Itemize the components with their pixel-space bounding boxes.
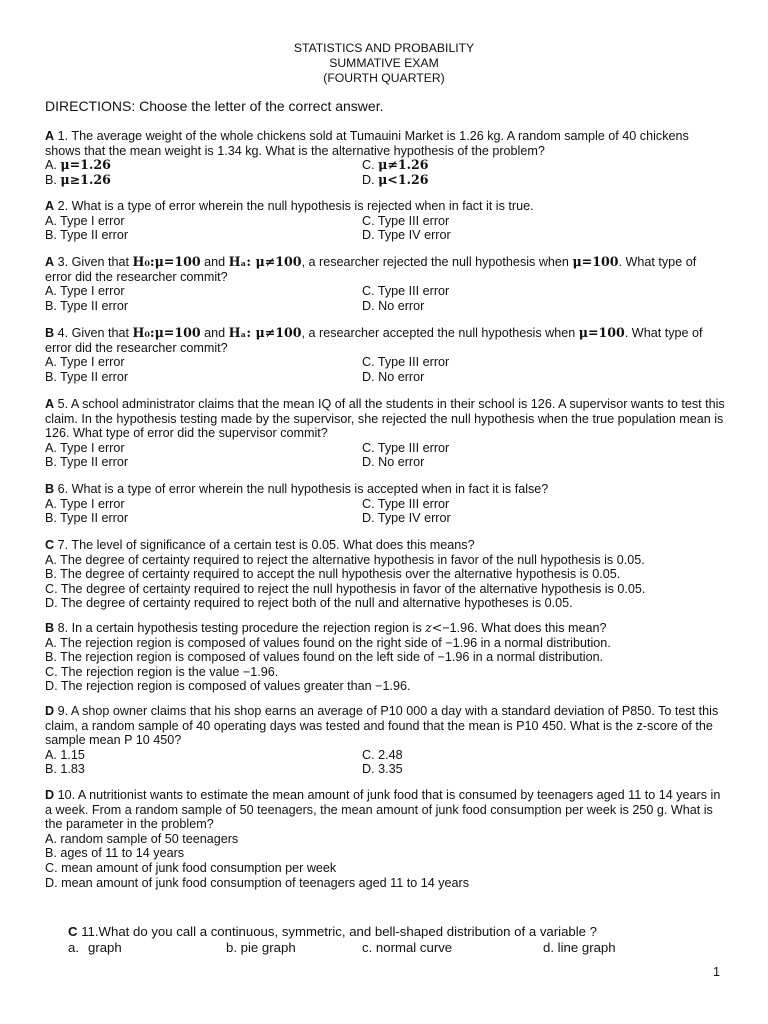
page-number: 1 — [712, 965, 720, 979]
option-a: A. The degree of certainty required to reject the alternative hypothesis in favor of the null hypothesis is 0.05. — [45, 552, 645, 567]
option-c: C. mean amount of junk food consumption per week — [45, 860, 337, 875]
option-c: c. normal curve — [362, 940, 453, 955]
question-stem: 5. A school administrator claims that the mean IQ of all the students in their school is 126. A supervisor wants to test this claim. In the hypothesis testing made by the supervisor, she rejected the null hypothesis when the true population mean is 126. What type of error did the supervisor commit? — [45, 397, 725, 441]
option-c: C. Type III error — [362, 284, 450, 299]
question-stem: 2. What is a type of error wherein the null hypothesis is rejected when in fact it is true. — [54, 199, 534, 213]
option-b: b. pie graph — [226, 940, 296, 955]
answer-key: A — [45, 255, 55, 269]
subject-title: STATISTICS AND PROBABILITY — [293, 41, 475, 55]
option-d: D. No error — [362, 298, 425, 313]
option-d: D. Type IV error — [362, 228, 451, 243]
option-d: D. The rejection region is composed of values greater than −1.96. — [45, 679, 411, 694]
option-b: B. Type II error — [45, 298, 129, 313]
directions: DIRECTIONS: Choose the letter of the correct answer. — [45, 98, 384, 114]
option-a: A. μ=1.26 — [45, 157, 111, 173]
option-d: D. Type IV error — [362, 511, 451, 526]
question-6 — [45, 482, 725, 526]
option-b: B. Type II error — [45, 511, 129, 526]
option-b: B. The degree of certainty required to accept the null hypothesis over the alternative hypothesis is 0.05. — [45, 567, 621, 582]
answer-key: D — [45, 788, 55, 802]
question-3: A 3. Given that H₀:μ=100 and Hₐ: μ≠100, a researcher rejected the null hypothesis when μ=100. What type of error did the researcher commit? A. Type I error C. Type III error B. Type II error D. No error — [45, 254, 697, 313]
option-a: A. random sample of 50 teenagers — [45, 831, 239, 846]
option-d: D. No error — [362, 455, 425, 470]
question-stem: 1. The average weight of the whole chickens sold at Tumauini Market is 1.26 kg. A random sample of 40 chickens shows that the mean weight is 1.34 kg. What is the alternative hypothesis of the problem? — [45, 129, 689, 158]
question-2 — [45, 199, 725, 243]
option-b: B. μ≥1.26 — [45, 171, 111, 187]
question-8: B 8. In a certain hypothesis testing procedure the rejection region is z<−1.96. What does this mean? A. The rejection region is composed of values found on the right side of −1.96 in a normal distribution. B. The rejection region is composed of values found on the left side of −1.96 in a normal distribution. C. The rejection region is the value −1.96. D. The rejection region is composed of values greater than −1.96. — [45, 621, 725, 694]
option-b: B. The rejection region is composed of values found on the left side of −1.96 in a normal distribution. — [45, 650, 604, 665]
option-b: B. ages of 11 to 14 years — [45, 846, 185, 861]
question-11 — [68, 924, 728, 956]
option-b: B. Type II error — [45, 228, 129, 243]
option-a: A. 1.15 — [45, 747, 85, 762]
question-stem: 6. What is a type of error wherein the null hypothesis is accepted when in fact it is false? — [54, 482, 549, 496]
answer-key: D — [45, 704, 55, 718]
answer-key: C — [45, 538, 55, 552]
option-a: A. Type I error — [45, 440, 125, 455]
option-c: C. Type III error — [362, 496, 450, 511]
option-c: C. Type III error — [362, 440, 450, 455]
exam-header — [0, 41, 768, 86]
exam-title: SUMMATIVE EXAM — [329, 56, 439, 70]
question-1 — [45, 129, 725, 187]
option-d: D. No error — [362, 369, 425, 384]
option-b: B. Type II error — [45, 369, 129, 384]
option-d: D. μ<1.26 — [362, 171, 429, 187]
question-stem: 9. A shop owner claims that his shop earns an average of P10 000 a day with a standard deviation of P850. To test this claim, a random sample of 40 operating days was tested and found that the mean is P10 450. What is the z-score of the sample mean P 10 450? — [45, 704, 719, 748]
quarter-label: (FOURTH QUARTER) — [323, 71, 445, 85]
answer-key: A — [45, 397, 55, 411]
answer-key: C — [68, 924, 78, 939]
option-b: B. Type II error — [45, 455, 129, 470]
answer-key: B — [45, 326, 55, 340]
option-c: C. The degree of certainty required to reject the null hypothesis in favor of the alternative hypothesis is 0.05. — [45, 581, 646, 596]
option-a: A. Type I error — [45, 496, 125, 511]
option-a: A. Type I error — [45, 213, 125, 228]
question-stem: 7. The level of significance of a certain test is 0.05. What does this means? — [54, 538, 475, 552]
option-d: D. 3.35 — [362, 762, 403, 777]
question-stem: 10. A nutritionist wants to estimate the mean amount of junk food that is consumed by teenagers aged 11 to 14 years in a week. From a random sample of 50 teenagers, the mean amount of junk food consumption per week is 250 g. What is the parameter in the problem? — [45, 788, 721, 832]
option-c: C. The rejection region is the value −1.96. — [45, 664, 279, 679]
question-5 — [45, 397, 725, 470]
option-a: A. Type I error — [45, 284, 125, 299]
option-c: C. μ≠1.26 — [362, 157, 429, 173]
option-b: B. 1.83 — [45, 762, 85, 777]
question-9 — [45, 704, 725, 777]
question-stem: 11.What do you call a continuous, symmetric, and bell-shaped distribution of a variable ? — [77, 924, 598, 939]
option-d: d. line graph — [543, 940, 616, 955]
answer-key: B — [45, 621, 55, 635]
question-4: B 4. Given that H₀:μ=100 and Hₐ: μ≠100, a researcher accepted the null hypothesis when μ=100. What type of error did the researcher commit? A. Type I error C. Type III error B. Type II error D. No error — [45, 325, 703, 384]
option-a: graph — [88, 940, 122, 955]
question-10 — [45, 788, 725, 890]
option-a: A. The rejection region is composed of values found on the right side of −1.96 in a normal distribution. — [45, 635, 611, 650]
option-d: D. The degree of certainty required to reject both of the null and alternative hypotheses is 0.05. — [45, 596, 573, 611]
answer-key: A — [45, 199, 55, 213]
option-c: C. 2.48 — [362, 747, 403, 762]
option-a: A. Type I error — [45, 355, 125, 370]
question-7 — [45, 538, 725, 611]
option-d: D. mean amount of junk food consumption of teenagers aged 11 to 14 years — [45, 875, 470, 890]
option-c: C. Type III error — [362, 213, 450, 228]
option-c: C. Type III error — [362, 355, 450, 370]
answer-key: A — [45, 129, 55, 143]
option-a-letter: a. — [68, 940, 79, 955]
answer-key: B — [45, 482, 55, 496]
